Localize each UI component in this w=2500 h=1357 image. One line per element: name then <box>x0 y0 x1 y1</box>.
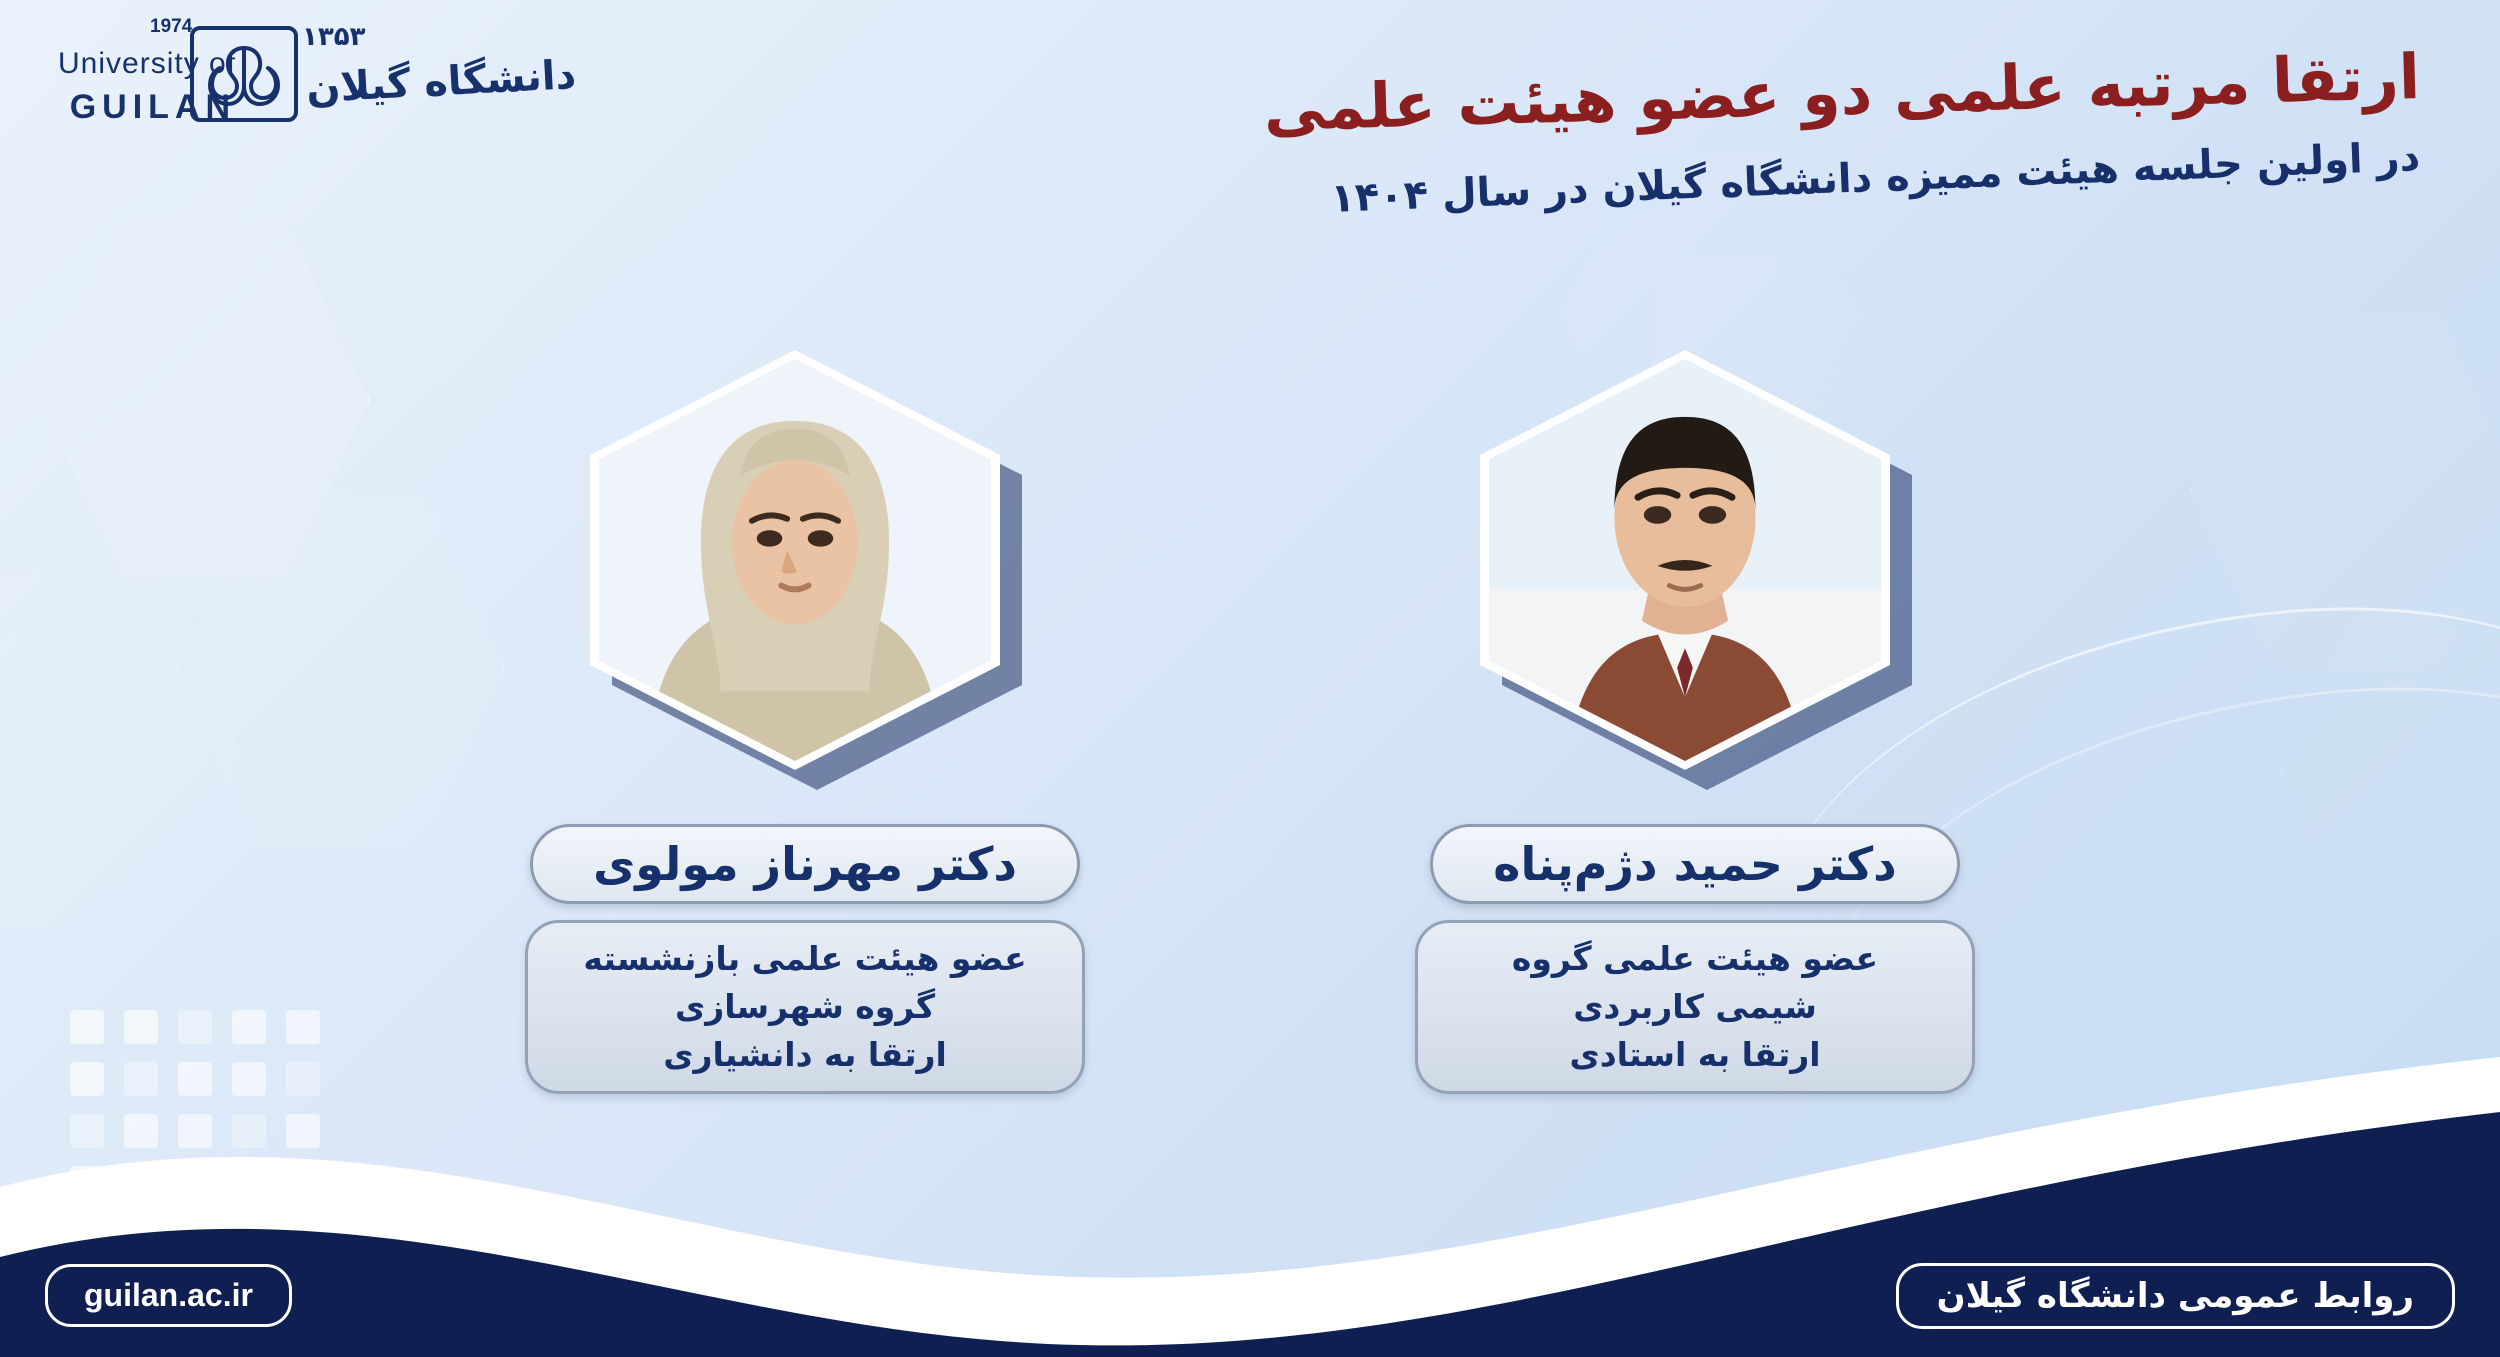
page-title: ارتقا مرتبه علمی دو عضو هیئت علمی <box>1262 40 2421 146</box>
logo-text-en-line2: GUILAN <box>69 87 237 126</box>
website-url-badge[interactable]: guilan.ac.ir <box>45 1264 292 1327</box>
guilan-butterfly-emblem-icon <box>190 26 298 122</box>
person-role-line1: عضو هیئت علمی بازنشسته گروه شهرسازی <box>583 939 1027 1026</box>
person-photo-frame <box>1480 350 1910 790</box>
person-role-line2: ارتقا به استادی <box>1569 1034 1821 1074</box>
person-name: دکتر حمید دژم‌پناه <box>1430 824 1959 904</box>
logo-name-fa: دانشگاه گیلان <box>305 52 578 113</box>
person-role-line2: ارتقا به دانشیاری <box>663 1034 947 1074</box>
logo-year-fa: ۱۳۵۳ <box>302 22 366 52</box>
person-photo-frame <box>590 350 1020 790</box>
person-role-line1: عضو هیئت علمی گروه شیمی کاربردی <box>1511 939 1879 1026</box>
logo-text-en-line1: University of <box>58 47 237 80</box>
public-relations-credit: روابط عمومی دانشگاه گیلان <box>1896 1263 2455 1329</box>
page-subtitle: در اولین جلسه هیئت ممیزه دانشگاه گیلان در سال ۱۴۰۴ <box>1329 134 2421 223</box>
university-logo <box>30 8 578 128</box>
person-name: دکتر مهرناز مولوی <box>530 824 1080 904</box>
headline-block <box>1170 40 2421 223</box>
logo-year-en: 1974 <box>150 16 193 37</box>
